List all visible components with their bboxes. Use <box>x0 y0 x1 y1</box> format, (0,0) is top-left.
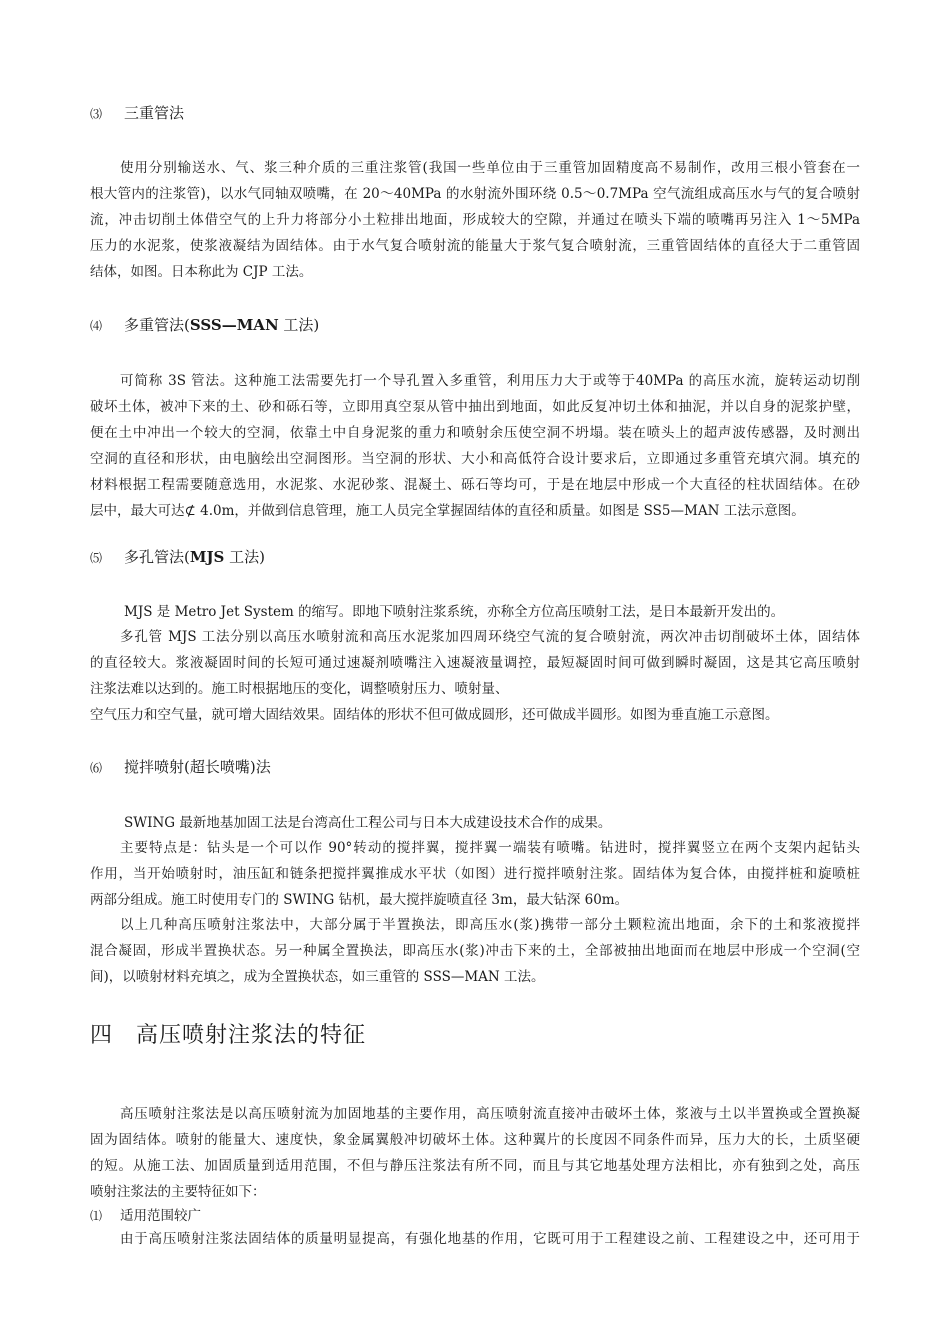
section-number: ⑷ <box>90 319 103 333</box>
paragraph-line: 的直径较大。浆液凝固时间的长短可通过速凝剂喷嘴注入速凝液量调控，最短凝固时间可做到瞬时凝固，这是其它高压喷射 <box>90 655 860 671</box>
paragraph-line: 两部分组成。施工时使用专门的 SWING 钻机，最大搅拌旋喷直径 3m，最大钻深 60m。 <box>90 892 629 908</box>
paragraph-line: 流，冲击切削土体借空气的上升力将部分小土粒排出地面，形成较大的空隙，并通过在喷头下端的喷嘴再另注入 1～5MPa <box>90 212 860 228</box>
paragraph-line: 便在土中冲出一个较大的空洞，依靠土中自身泥浆的重力和喷射余压使空洞不坍塌。装在喷头上的超声波传感器，及时测出 <box>90 425 860 441</box>
paragraph-line: 空洞的直径和形状，由电脑绘出空洞图形。当空洞的形状、大小和高低符合设计要求后，立即通过多重管充填穴洞。填充的 <box>90 451 860 467</box>
paragraph-line: 使用分别输送水、气、浆三种介质的三重注浆管(我国一些单位由于三重管加固精度高不易制作，改用三根小管套在一 <box>120 160 860 176</box>
section-heading-4 <box>90 314 319 335</box>
paragraph-line: SWING 最新地基加固工法是台湾高仕工程公司与日本大成建设技术合作的成果。 <box>124 815 612 831</box>
chapter-title: 高压喷射注浆法的特征 <box>136 1023 367 1048</box>
section-title-c: 工法) <box>278 316 320 334</box>
paragraph-line: 压力的水泥浆，使浆液凝结为固结体。由于水气复合喷射流的能量大于浆气复合喷射流，三重管固结体的直径大于二重管固 <box>90 238 860 254</box>
paragraph-line: 空气压力和空气量，就可增大固结效果。固结体的形状不但可做成圆形，还可做成半圆形。如图为垂直施工示意图。 <box>90 707 779 723</box>
paragraph-line: 高压喷射注浆法是以高压喷射流为加固地基的主要作用，高压喷射流直接冲击破坏土体，浆液与土以半置换或全置换凝 <box>120 1106 860 1122</box>
section-title: 搅拌喷射(超长喷嘴)法 <box>124 758 271 776</box>
paragraph-line: 间)，以喷射材料充填之，成为全置换状态，如三重管的 SSS—MAN 工法。 <box>90 969 545 985</box>
section-title: 三重管法 <box>124 104 185 122</box>
chapter-heading <box>90 1018 366 1049</box>
paragraph-line: MJS 是 Metro Jet System 的缩写。即地下喷射注浆系统，亦称全方位高压喷射工法，是日本最新开发出的。 <box>124 604 785 620</box>
paragraph-line: 注浆法难以达到的。施工时根据地压的变化，调整喷射压力、喷射量、 <box>90 681 509 697</box>
sub-heading-1 <box>90 1204 201 1224</box>
section-title-b: SSS—MAN <box>189 316 279 334</box>
paragraph-line: 主要特点是：钻头是一个可以作 90°转动的搅拌翼，搅拌翼一端装有喷嘴。钻进时，搅拌翼竖立在两个支架内起钻头 <box>120 840 860 856</box>
paragraph-line: 结体，如图。日本称此为 CJP 工法。 <box>90 264 313 280</box>
section-title-a: 多孔管法( <box>124 548 190 566</box>
paragraph-line: 以上几种高压喷射注浆法中，大部分属于半置换法，即高压水(浆)携带一部分土颗粒流出地面，余下的土和浆液搅拌 <box>120 917 860 933</box>
section-heading-5 <box>90 546 265 567</box>
paragraph-line: 可简称 3S 管法。这种施工法需要先打一个导孔置入多重管，利用压力大于或等于40MPa 的高压水流，旋转运动切削 <box>120 373 860 389</box>
paragraph-line: 破坏土体，被冲下来的土、砂和砾石等，立即用真空泵从管中抽出到地面，如此反复冲切土体和抽泥，并以自身的泥浆护壁， <box>90 399 860 415</box>
paragraph-line: 喷射注浆法的主要特征如下： <box>90 1184 266 1200</box>
section-number: ⑹ <box>90 761 103 775</box>
chapter-number: 四 <box>90 1023 114 1048</box>
paragraph-line: 由于高压喷射注浆法固结体的质量明显提高，有强化地基的作用，它既可用于工程建设之前、工程建设之中，还可用于 <box>120 1231 860 1247</box>
section-number: ⑸ <box>90 551 103 565</box>
section-heading-3 <box>90 102 184 123</box>
paragraph-line: 的短。从施工法、加固质量到适用范围，不但与静压注浆法有所不同，而且与其它地基处理方法相比，亦有独到之处，高压 <box>90 1158 860 1174</box>
paragraph-line: 混合凝固，形成半置换状态。另一种属全置换法，即高压水(浆)冲击下来的土，全部被抽出地面而在地层中形成一个空洞(空 <box>90 943 860 959</box>
sub-number: ⑴ <box>90 1209 103 1223</box>
section-heading-6 <box>90 756 271 777</box>
paragraph-line: 层中，最大可达⊄ 4.0m，并做到信息管理，施工人员完全掌握固结体的直径和质量。如图是 SS5—MAN 工法示意图。 <box>90 503 805 519</box>
paragraph-line: 根大管内的注浆管)，以水气同轴双喷嘴，在 20～40MPa 的水射流外围环绕 0.5～0.7MPa 空气流组成高压水与气的复合喷射 <box>90 186 860 202</box>
paragraph-line: 作用，当开始喷射时，油压缸和链条把搅拌翼推成水平状（如图）进行搅拌喷射注浆。固结体为复合体，由搅拌桩和旋喷桩 <box>90 866 860 882</box>
paragraph-line: 固为固结体。喷射的能量大、速度快，象金属翼般冲切破坏土体。这种翼片的长度因不同条件而异，压力大的长，土质坚硬 <box>90 1132 860 1148</box>
paragraph-line: 多孔管 MJS 工法分别以高压水喷射流和高压水泥浆加四周环绕空气流的复合喷射流，两次冲击切削破坏土体，固结体 <box>120 629 860 645</box>
section-title-a: 多重管法( <box>124 316 190 334</box>
section-number: ⑶ <box>90 107 103 121</box>
section-title-b: MJS <box>189 548 225 566</box>
section-title-c: 工法) <box>224 548 266 566</box>
sub-title: 适用范围较广 <box>120 1208 201 1224</box>
paragraph-line: 材料根据工程需要随意选用，水泥浆、水泥砂浆、混凝土、砾石等均可，于是在地层中形成一个大直径的柱状固结体。在砂 <box>90 477 860 493</box>
